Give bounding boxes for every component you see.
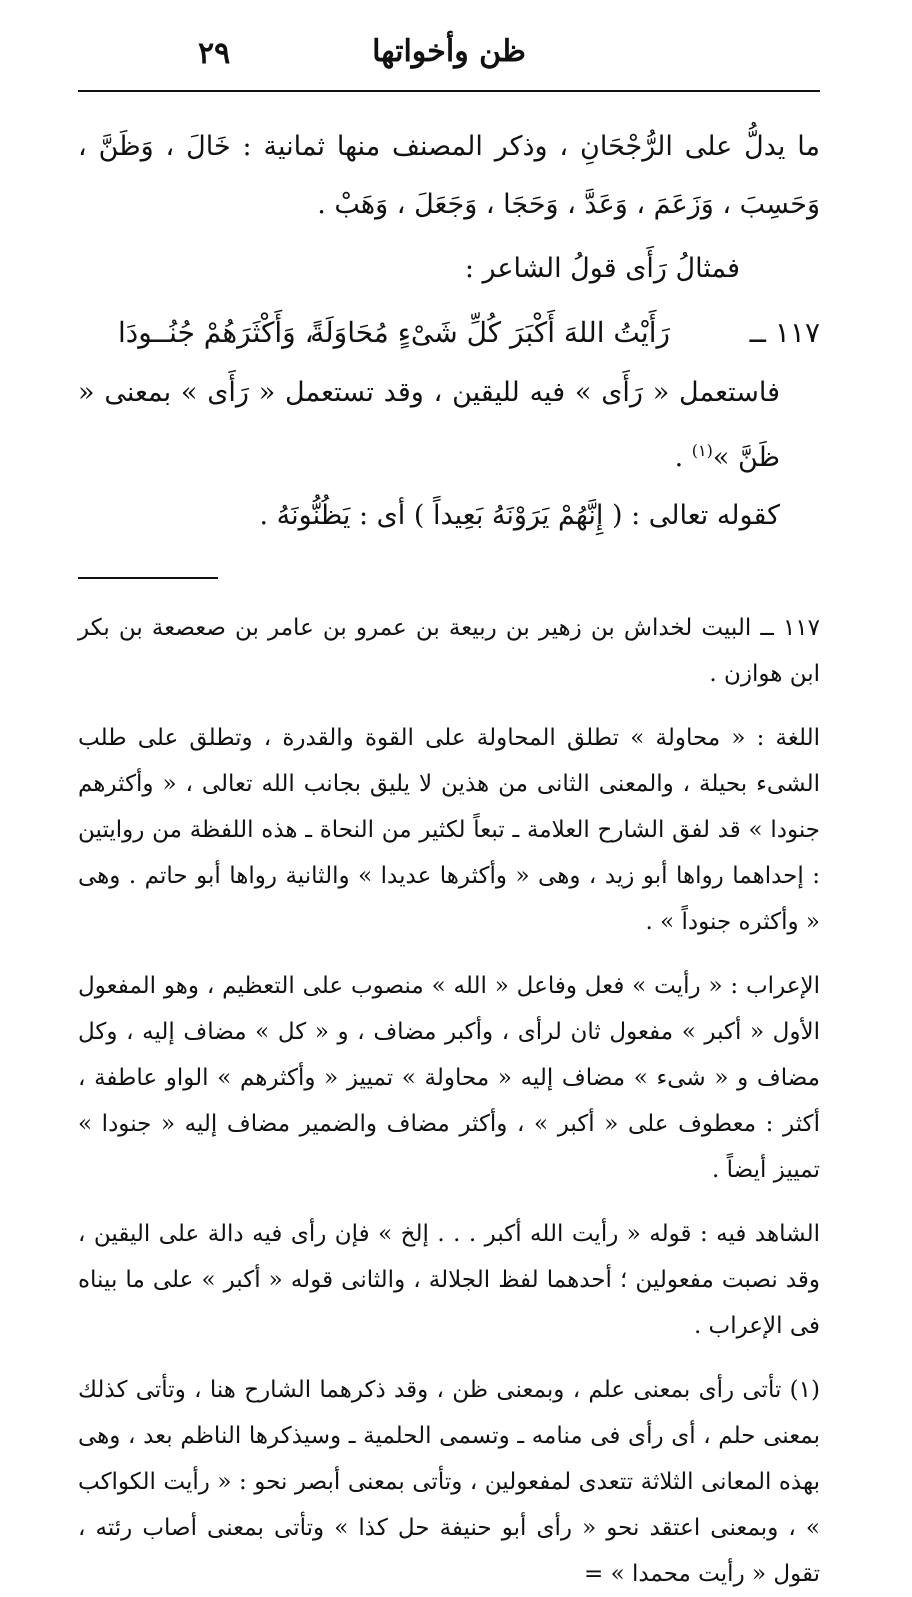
footnote-1: (١) تأتى رأى بمعنى علم ، وبمعنى ظن ، وقد ذكرهما الشارح هنا ، وتأتى كذلك بمعنى حلم ، أى رأى فى منامه ـ وتسمى الحلمية ـ وسيذكرها الناظم بعد ، وهى بهذه المعانى الثلاثة تتعدى لمفعولين ، وتأتى بمعنى أبصر نحو : « رأيت الكواكب » ، وبمعنى اعتقد نحو « رأى أبو حنيفة حل كذا » وتأتى بمعنى أصاب رئته ، تقول « رأيت محمدا » = — [78, 1377, 820, 1587]
main-paragraph-2-text: فاستعمل « رَأَى » فيه لليقين ، وقد تستعمل « رَأَى » بمعنى « ظَنَّ » — [78, 377, 780, 473]
main-paragraph-2 — [78, 364, 820, 487]
note-lugha: اللغة : « محاولة » تطلق المحاولة على القوة والقدرة ، وتطلق على طلب الشىء بحيلة ، والمعنى الثانى من هذين لا يليق بجانب الله تعالى ، « وأكثرهم جنودا » قد لفق الشارح العلامة ـ تبعاً لكثير من النحاة ـ هذه اللفظة من روايتين : إحداهما رواها أبو زيد ، وهى « وأكثرها عديدا » والثانية رواها أبو حاتم . وهى « وأكثره جنوداً » . — [78, 725, 820, 935]
verse-hemistich-2: ، وَأَكْثَرَهُمْ جُنُــودَا — [118, 316, 314, 349]
main-paragraph-2-end: . — [674, 442, 692, 473]
main-paragraph-1: ما يدلُّ على الرُّجْحَانِ ، وذكر المصنف منها ثمانية : خَالَ ، وَظَنَّ ، وَحَسِبَ ، وَزَعَمَ ، وَعَدَّ ، وَحَجَا ، وَجَعَلَ ، وَهَبْ . — [78, 131, 820, 220]
header-rule — [78, 90, 820, 92]
verse-hemistich-1: رَأَيْتُ اللهَ أَكْبَرَ كُلِّ شَىْءٍ مُحَاوَلَةً — [310, 316, 670, 349]
main-paragraph-3: كقوله تعالى : ( إِنَّهُمْ يَرَوْنَهُ بَعِيداً ) أى : يَظُنُّونَهُ . — [259, 500, 780, 531]
note-irab: الإعراب : « رأيت » فعل وفاعل « الله » منصوب على التعظيم ، وهو المفعول الأول « أكبر » مفعول ثان لرأى ، وأكبر مضاف ، و « كل » مضاف إليه ، وكل مضاف و « شىء » مضاف إليه « محاولة » تمييز « وأكثرهم » الواو عاطفة ، أكثر : معطوف على « أكبر » ، وأكثر مضاف والضمير مضاف إليه « جنودا » تمييز أيضاً . — [78, 973, 820, 1183]
footnote-marker: (١) — [691, 441, 713, 460]
notes-section — [78, 605, 820, 1597]
page-header — [78, 0, 820, 92]
verse-number: ١١٧ ــ — [749, 316, 820, 349]
note-shahid: الشاهد فيه : قوله « رأيت الله أكبر . . . إلخ » فإن رأى فيه دالة على اليقين ، وقد نصبت مفعولين ؛ أحدهما لفظ الجلالة ، والثانى قوله « أكبر » على ما بيناه فى الإعراب . — [78, 1221, 820, 1339]
footnote-rule — [78, 577, 218, 579]
note-verse-117: ١١٧ ــ البيت لخداش بن زهير بن ربيعة بن عمرو بن عامر بن صعصعة بن بكر ابن هوازن . — [78, 615, 820, 687]
verse-intro: فمثالُ رَأَى قولُ الشاعر : — [464, 253, 740, 284]
page-number: ٢٩ — [198, 36, 231, 71]
main-text — [78, 118, 820, 545]
running-title: ظن وأخواتها — [372, 34, 526, 69]
verse-117 — [78, 298, 820, 364]
